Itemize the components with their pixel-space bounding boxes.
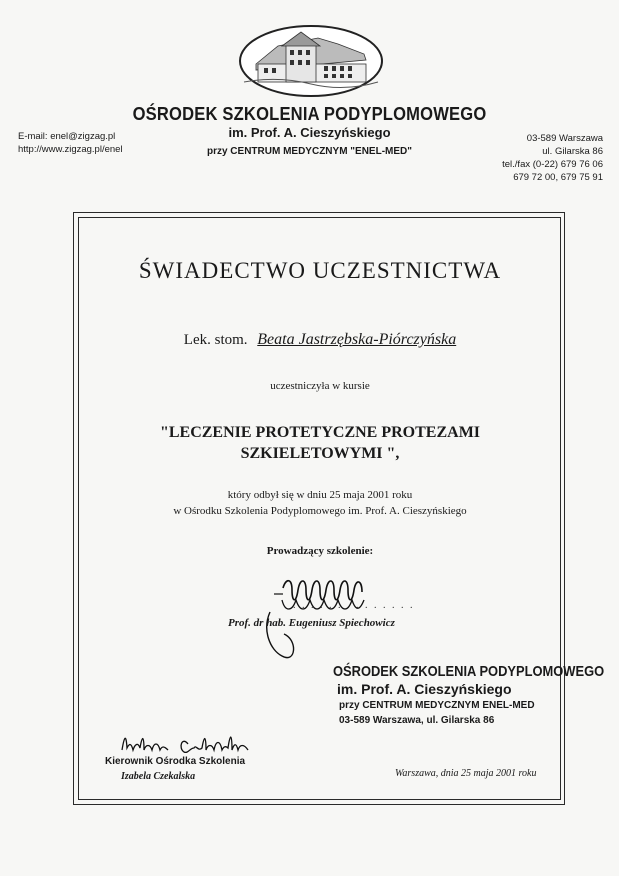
instructor-name: Prof. dr hab. Eugeniusz Spiechowicz [228, 617, 395, 629]
recipient-prefix: Lek. stom. [183, 332, 248, 348]
course-date-line-1: który odbył się w dniu 25 maja 2001 roku [227, 489, 413, 501]
org-subtitle-2: przy CENTRUM MEDYCZNYM "ENEL-MED" [206, 146, 413, 157]
recipient-line [0, 331, 619, 349]
phone-text-1: tel./fax (0-22) 679 76 06 [502, 159, 603, 170]
certificate-title: ŚWIADECTWO UCZESTNICTWA [138, 258, 502, 283]
course-date-line-2: w Ośrodku Szkolenia Podyplomowego im. Prof. A. Cieszyńskiego [173, 505, 467, 517]
street-text: ul. Gilarska 86 [542, 146, 603, 157]
postal-text: 03-589 Warszawa [526, 133, 603, 144]
org-title: OŚRODEK SZKOLENIA PODYPLOMOWEGO [132, 104, 487, 124]
phone-text-2: 679 72 00, 679 75 91 [513, 172, 603, 183]
instructor-label: Prowadzący szkolenie: [266, 545, 374, 557]
institution-stamp [333, 663, 605, 726]
course-title-line-1: "LECZENIE PROTETYCZNE PROTEZAMI [159, 424, 481, 441]
stamp-line-3: przy CENTRUM MEDYCZNYM ENEL-MED [339, 700, 535, 711]
stamp-line-2: im. Prof. A. Cieszyńskiego [337, 681, 512, 697]
course-date [0, 487, 619, 519]
contact-right [502, 132, 603, 184]
building-logo [238, 24, 384, 98]
director-signature [118, 726, 268, 760]
email-text: E-mail: enel@zigzag.pl [18, 131, 116, 142]
recipient-name: Beata Jastrzębska-Piórczyńska [257, 331, 457, 348]
stamp-line-4: 03-589 Warszawa, ul. Gilarska 86 [339, 715, 495, 726]
website-text: http://www.zigzag.pl/enel [18, 144, 123, 155]
participated-text: uczestniczyła w kursie [270, 380, 370, 392]
course-title [0, 422, 619, 464]
course-title-line-2: SZKIELETOWYMI ", [240, 445, 400, 462]
director-title: Kierownik Ośrodka Szkolenia [105, 756, 246, 767]
org-subtitle: im. Prof. A. Cieszyńskiego [228, 125, 391, 140]
stamp-line-1: OŚRODEK SZKOLENIA PODYPLOMOWEGO [333, 663, 605, 680]
contact-left [18, 130, 123, 156]
signature-dotted-line: . . . . . . . . . . . . . . . [284, 600, 415, 611]
place-and-date: Warszawa, dnia 25 maja 2001 roku [395, 768, 537, 779]
director-name: Izabela Czekalska [121, 771, 196, 782]
